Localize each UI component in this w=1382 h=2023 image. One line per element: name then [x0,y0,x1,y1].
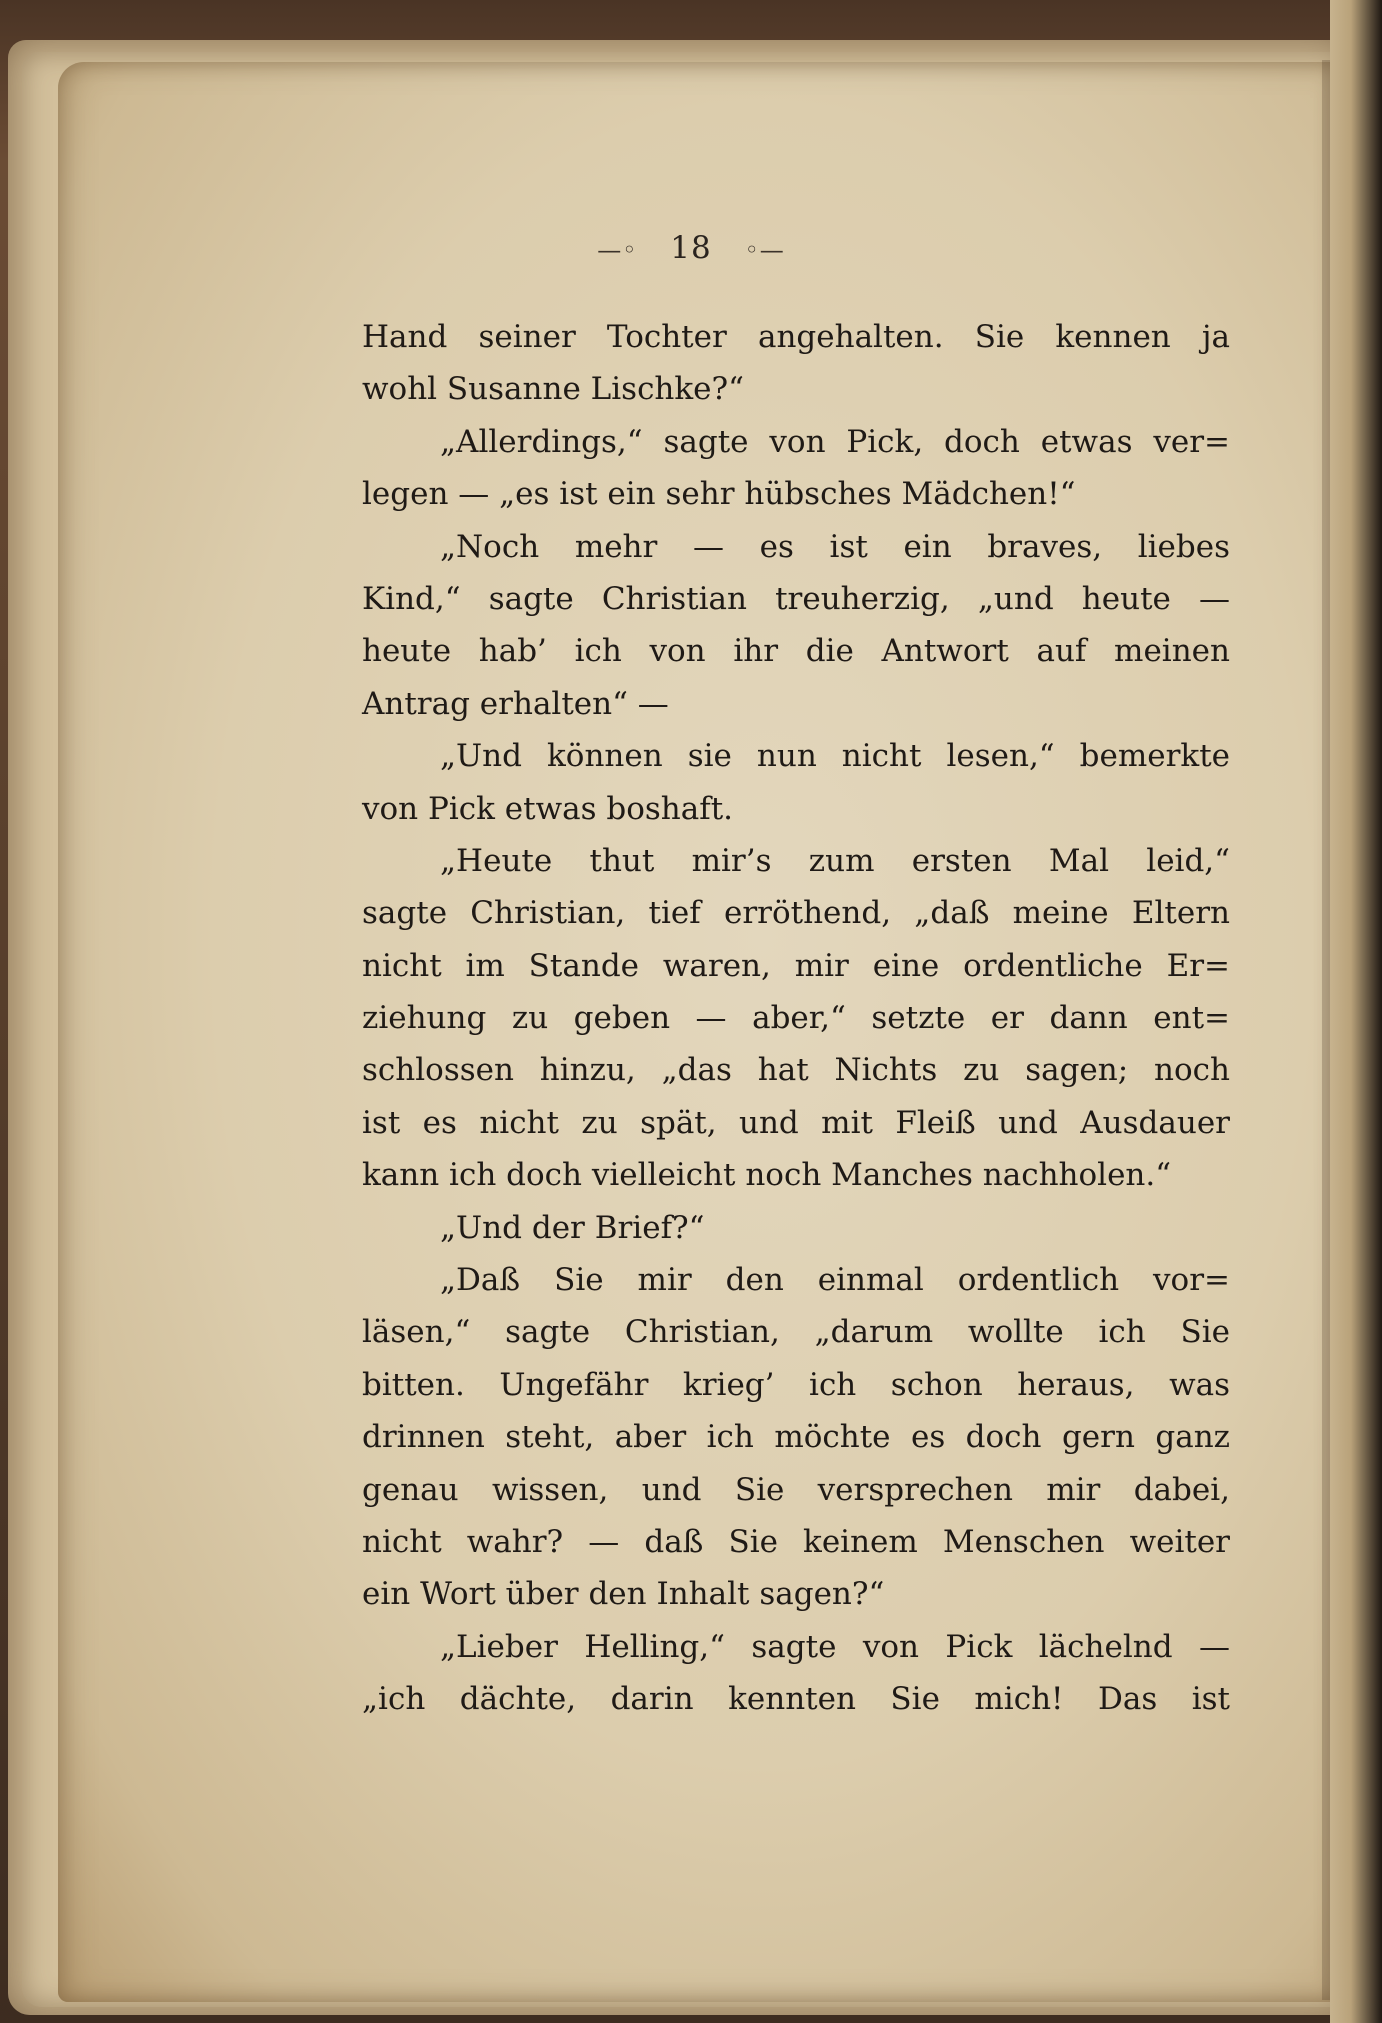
text-line: „ich dächte, darin kennten Sie mich! Das ist [362,1681,1230,1718]
text-line: drinnen steht, aber ich möchte es doch gern ganz [362,1419,1230,1456]
text-line: nicht wahr? — daß Sie keinem Menschen weiter [362,1523,1230,1560]
right-page-edge [1330,0,1382,2023]
text-line: ist es nicht zu spät, und mit Fleiß und Ausdauer [362,1104,1230,1141]
text-line: kann ich doch vielleicht noch Manches nachholen.“ [362,1157,1172,1194]
page-number: 18 [670,230,712,266]
text-line: „Daß Sie mir den einmal ordentlich vor= [440,1262,1230,1299]
text-line: von Pick etwas boshaft. [362,790,734,827]
text-line: „Lieber Helling,“ sagte von Pick lächelnd — [440,1628,1230,1665]
text-line: Hand seiner Tochter angehalten. Sie kennen ja [362,319,1230,355]
text-line: „Noch mehr — es ist ein braves, liebes [440,528,1230,565]
page-header [0,230,1382,266]
text-line: Antrag erhalten“ — [362,685,669,722]
text-line: nicht im Stande waren, mir eine ordentliche Er= [362,947,1230,984]
text-line: bitten. Ungefähr krieg’ ich schon heraus, was [362,1366,1230,1403]
text-line: „Und können sie nun nicht lesen,“ bemerkte [440,738,1230,775]
body-text [362,311,1230,1726]
text-line: läsen,“ sagte Christian, „darum wollte ich Sie [362,1314,1230,1351]
text-line: sagte Christian, tief erröthend, „daß meine Eltern [362,895,1230,932]
text-line: genau wissen, und Sie versprechen mir dabei, [362,1471,1230,1508]
text-line: „Allerdings,“ sagte von Pick, doch etwas ver= [440,423,1230,460]
text-line: wohl Susanne Lischke?“ [362,371,744,408]
text-line: „Heute thut mir’s zum ersten Mal leid,“ [440,842,1230,879]
text-line: heute hab’ ich von ihr die Antwort auf meinen [362,633,1230,670]
text-line: „Und der Brief?“ [440,1209,705,1246]
text-line: Kind,“ sagte Christian treuherzig, „und heute — [362,580,1230,617]
text-line: legen — „es ist ein sehr hübsches Mädchen!“ [362,476,1076,513]
text-line: ein Wort über den Inhalt sagen?“ [362,1576,885,1613]
text-line: schlossen hinzu, „das hat Nichts zu sagen; noch [362,1052,1230,1089]
text-line: ziehung zu geben — aber,“ setzte er dann ent= [362,1000,1230,1037]
header-ornament-right: ◦— [744,236,785,264]
header-ornament-left: —◦ [597,236,638,264]
